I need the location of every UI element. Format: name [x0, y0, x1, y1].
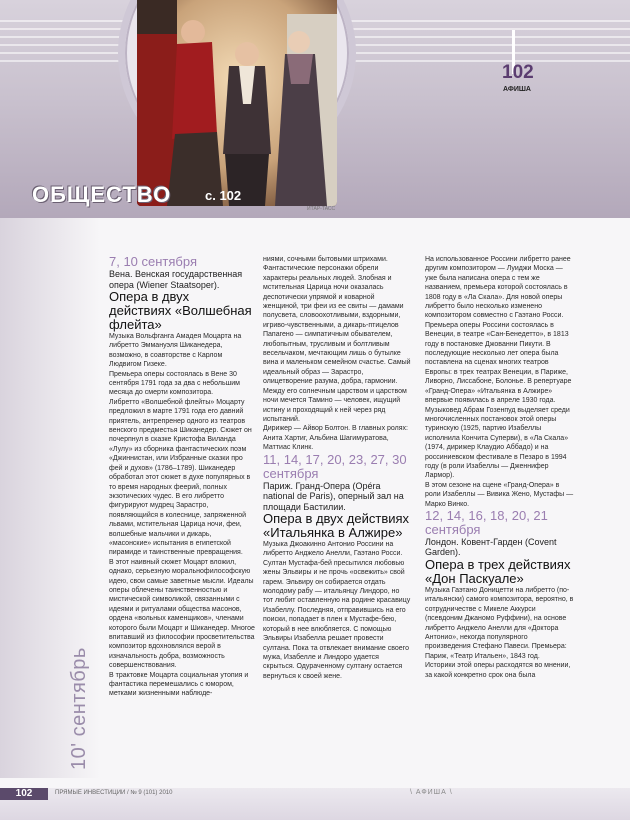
- article-body: Дирижер — Айвор Болтон. В главных ролях: Анита Хартиг, Альбина Шагимуратова, Маттиас Клинк.: [263, 425, 408, 452]
- article-venue: Париж. Гранд-Опера (Opéra national de Paris), оперный зал на площади Бастилии.: [263, 480, 404, 512]
- article-body: Премьера оперы состоялась в Вене 30 сентября 1791 года за два с небольшим месяца до смерти композитора.: [109, 370, 240, 397]
- article-body: В этом сезоне на сцене «Гранд-Опера» в роли Изабеллы — Вивика Жено, Мустафы — Марко Винко.: [425, 481, 574, 508]
- article-body: Музыка Вольфганга Амадея Моцарта на либретто Эммануэля Шиканедера, возможно, в соавторстве с Карлом Людвигом Гизеке.: [109, 333, 242, 369]
- article-body: Музыка Джоакинно Антонио Россини на либретто Анджело Анелли, Гаэтано Росси.: [263, 541, 403, 558]
- article-body: Музыковед Абрам Гозенпуд выделяет среди многочисленных постановок этой оперы туринскую (1925, партию Изабеллы исполнила Кончита Суперви), в «Ла Скала» (1974, дирижер Клаудио Аббадо) и на россиниевском фестивале в Пезаро в 1994 году (в роли Изабеллы — Дженнифер Лармор).: [425, 406, 570, 480]
- opera-scene-photo: [137, 0, 337, 206]
- article-title: Опера в двух действиях «Волшебная флейта»: [109, 289, 252, 332]
- article-body: ниями, сочными бытовыми штрихами. Фантастические персонажи обрели характеры реальных людей. Злобная и мстительная Царица ночи оказалась деспотически упрямой и коварной женщиной, три феи из ее свиты — дамами полусвета, словоохотливыми, вздорными, игриво-чувственными, а дикарь-птицелов Папагено — симпатичным обывателем, любопытным, трусливым и болтливым весельчаком, мечтающим лишь о бутылке вина и маленьком семейном счастье. Самый идеальный образ — Зарастро, олицетворение разума, добра, гармонии. Между его солнечным царством и царством ночи мечется Тамино — человек, ищущий истину и проходящий к ней через ряд испытаний.: [263, 256, 411, 423]
- article-body: Премьера оперы Россини состоялась в Венеции, в театре «Сан-Бенедетто», в 1813 году в постановке Джованни Пикути. В последующие несколько лет опера была поставлена на сценах многих театров Европы: в трех театрах Венеции, в Париже, Ливорно, Лиссабоне, Болонье. В репертуаре «Гранд-Опера» «Итальянка в Алжире» впервые появилась в апреле 1930 года.: [425, 321, 572, 405]
- article-venue: Вена. Венская государственная опера (Wiener Staatsoper).: [109, 269, 243, 290]
- article-column-2: [263, 255, 411, 681]
- article-body: В трактовке Моцарта социальная утопия и фантастика перемешались с юмором, метками жизненными наблюде-: [109, 671, 249, 698]
- article-body: Султан Мустафа-бей пресытился любовью жены Эльвиры и не прочь «освежить» свой гарем. Эльвиру он собирается отдать молодому рабу — итальянцу Линдоро, но тот любит оставленную на родине красавицу Изабеллу. Последняя, отправившись на его поиски, попадает в плен к Мустафе-бею, который в нее влюбляется. С помощью Эльвиры Изабелла решает провести султана. Пока та отвлекает внимание своего мужа, Изабелле и Линдоро удается скрыться. Одураченному султану остается вернуться к своей жене.: [263, 559, 411, 680]
- article-column-3: [425, 255, 575, 680]
- article-body: В этот наивный сюжет Моцарт вложил, однако, серьезную моральнофилософскую идею, свои самые заветные мысли. Идеалы оперы облечены таинственностью и мистической символикой, связанными с идеями и ритуалами общества масонов, ордена «вольных каменщиков», членами которого были Моцарт и Шиканедер. Многое впитавший из философии просветительства композитор вдохновлялся верой в изначальность добра, возможность совершенствования.: [109, 558, 255, 670]
- section-page-ref: с. 102: [205, 188, 242, 203]
- page-number: 102: [502, 62, 534, 83]
- side-date-label: 10' сентябрь: [68, 647, 90, 770]
- footer-section: \ АФИША \: [410, 789, 453, 796]
- article-date: 7, 10 сентября: [109, 254, 197, 269]
- photo-credit: ИТАР-ТАСС: [307, 206, 336, 212]
- article-title: Опера в двух действиях «Итальянка в Алжире»: [263, 511, 410, 541]
- footer-page-number: 102: [0, 788, 48, 800]
- article-column-1: [109, 255, 255, 699]
- article-venue: Лондон. Ковент-Гарден (Covent Garden).: [425, 536, 557, 558]
- article-body: На использованное Россини либретто ранее другим композитором — Луиджи Моска — уже была написана опера с тем же названием, премьера которой состоялась в 1808 году в «Ла Скала». Для новой оперы либретто было несколько изменено композитором совместно с Гаэтано Росси.: [425, 256, 571, 320]
- footer-magazine: ПРЯМЫЕ ИНВЕСТИЦИИ / № 9 (101) 2010: [55, 790, 173, 796]
- header-banner: [0, 0, 630, 218]
- article-date: 12, 14, 16, 18, 20, 21 сентября: [425, 507, 548, 537]
- article-body: Музыка Гаэтано Доницетти на либретто (по-итальянски) самого композитора, вероятно, в сотрудничестве с Микеле Аккурси (псевдоним Джаномо Руффини), на основе либретто Анджело Анелли для «Доктора Антонио», некогда популярного произведения Стефано Павеси. Премьера: Париж, «Театр Итальен», 1843 год.: [425, 586, 574, 660]
- article-body: Либретто «Волшебной флейты» Моцарту предложил в марте 1791 года его давний приятель, антрепренер одного из театров венского предместья Шиканедер. Сюжет он почерпнул в сказке Кристофа Виланда «Лулу» из сборника фантастических поэм «Джиннистан, или Избранные сказки про фей и духов» (1786–1789). Шиканедер обработал этот сюжет в духе популярных в то время народных феерий, полных экзотических чудес. В его либретто фигурируют мудрец Зарастро, появляющийся в колеснице, запряженной львами, мстительная Царица ночи, феи, волшебные мальчики и дикарь, «масонские» испытания в египетской пирамиде и таинственные превращения.: [109, 398, 252, 557]
- article-date: 11, 14, 17, 20, 23, 27, 30 сентября: [263, 451, 407, 481]
- section-title: ОБЩЕСТВО: [32, 182, 172, 207]
- article-body: Историки этой оперы расходятся во мнении, за какой конкретно срок она была: [425, 662, 571, 679]
- section-label: АФИША: [503, 86, 531, 93]
- page-footer: [0, 788, 630, 820]
- article-title: Опера в трех действиях «Дон Паскуале»: [425, 556, 571, 586]
